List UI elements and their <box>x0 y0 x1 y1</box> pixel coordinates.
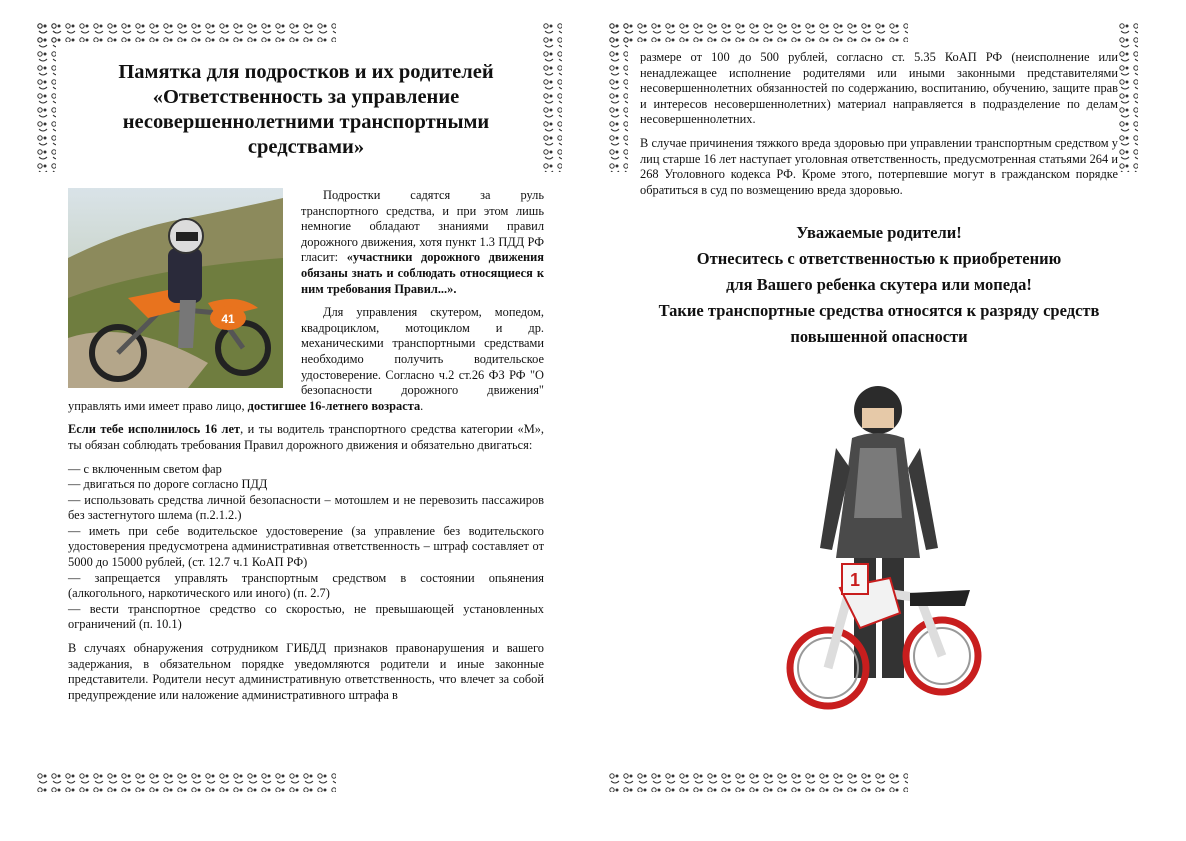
rule-item: — использовать средства личной безопасности – мотошлем и не перевозить пассажиров без застегнутого шлема (п.2.1.2.) <box>68 492 544 523</box>
decorative-border-top <box>608 22 908 42</box>
decorative-border-left <box>608 22 628 172</box>
license-end: . <box>420 398 424 413</box>
rule-item: — иметь при себе водительское удостоверение (за управление без водительского удостоверения предусмотрена административная ответственность – штраф составляет от 5000 до 15000 рублей, (ст. 12.7 ч.1 КоАП РФ) <box>68 523 544 570</box>
rule-item: — вести транспортное средство со скоростью, не превышающей установленных ограничений (п. 10.1) <box>68 601 544 632</box>
decorative-border-bottom <box>36 772 336 792</box>
decorative-border-bottom <box>608 772 908 792</box>
right-page-content <box>640 50 1118 738</box>
left-page-content <box>68 60 544 711</box>
appeal-line: для Вашего ребенка скутера или мопеда! <box>726 275 1032 295</box>
rule-item: — с включенным светом фар <box>68 461 222 476</box>
license-age: достигшее 16-летнего возраста <box>247 398 421 413</box>
photo-child-motocross <box>68 188 283 388</box>
appeal-line: Отнеситесь с ответственностью к приобретению <box>696 249 1062 269</box>
decorative-border-right <box>1118 22 1138 172</box>
intro-quote: «участники дорожного движения обязаны знать и соблюдать относящиеся к ним требования Правил...». <box>301 250 544 296</box>
decorative-border-left <box>36 22 56 172</box>
intro-text: Подростки садятся за руль транспортного средства, и при этом лишь немногие обладают знаниями правил дорожного движения, хотя пункт 1.3 ПДД РФ гласит: <box>301 188 544 265</box>
svg-text:1: 1 <box>849 570 861 591</box>
appeal-line: Такие транспортные средства относятся к разряду средств повышенной опасности <box>658 301 1100 347</box>
fine-paragraph: размере от 100 до 500 рублей, согласно ст. 5.35 КоАП РФ (неисполнение или ненадлежащее исполнение родителями или иными законными представителями несовершеннолетних обязанностей по содержанию, воспитанию, обучению, защите прав и интересов несовершеннолетних) материал направляется в подразделение по делам несовершеннолетних. <box>640 50 1118 127</box>
rules-intro-bold: Если тебе исполнилось 16 лет <box>68 422 241 437</box>
left-page <box>36 22 562 792</box>
photo-child-with-bike <box>770 378 988 738</box>
parents-appeal <box>640 220 1118 350</box>
memo-title: Памятка для подростков и их родителей «Ответственность за управление несовершеннолетними транспортными средствами» <box>118 61 494 158</box>
right-page <box>608 22 1138 792</box>
rules-list <box>68 462 544 634</box>
appeal-line: Уважаемые родители! <box>796 223 962 243</box>
rule-item: — запрещается управлять транспортным средством в состоянии опьянения (алкогольного, наркотического или иного) (п. 2.7) <box>68 570 544 601</box>
rules-intro-text: , и ты водитель транспортного средства категории «М», ты обязан соблюдать требования Правил дорожного движения и обязательно двигаться: <box>68 422 544 452</box>
detention-paragraph: В случаях обнаружения сотрудником ГИБДД признаков правонарушения и вашего задержания, в обязательном порядке уведомляются родители и иные законные представители. Родители несут административную ответственность, что влечет за собой предупреждение или наложение административного штрафа в <box>68 641 544 702</box>
license-text: Для управления скутером, мопедом, квадроциклом, мотоциклом и др. механическими транспортными средствами необходимо получить водительское удостоверение. Согласно ч.2 ст.26 ФЗ РФ "О безопасности дорожного движения" управлять ими имеет право лицо, <box>68 305 544 413</box>
criminal-paragraph: В случае причинения тяжкого вреда здоровью при управлении транспортным средством у лиц старше 16 лет наступает уголовная ответственность, предусмотренная статьями 264 и 268 Уголовного кодекса РФ. Кроме этого, потерпевшие могут в гражданском порядке обратиться в суд по возмещению вреда здоровью. <box>640 135 1118 197</box>
rule-item: — двигаться по дороге согласно ПДД <box>68 477 268 492</box>
decorative-border-right <box>542 22 562 172</box>
rules-intro-paragraph <box>68 422 544 453</box>
decorative-border-top <box>36 22 336 42</box>
svg-text:41: 41 <box>221 312 235 326</box>
